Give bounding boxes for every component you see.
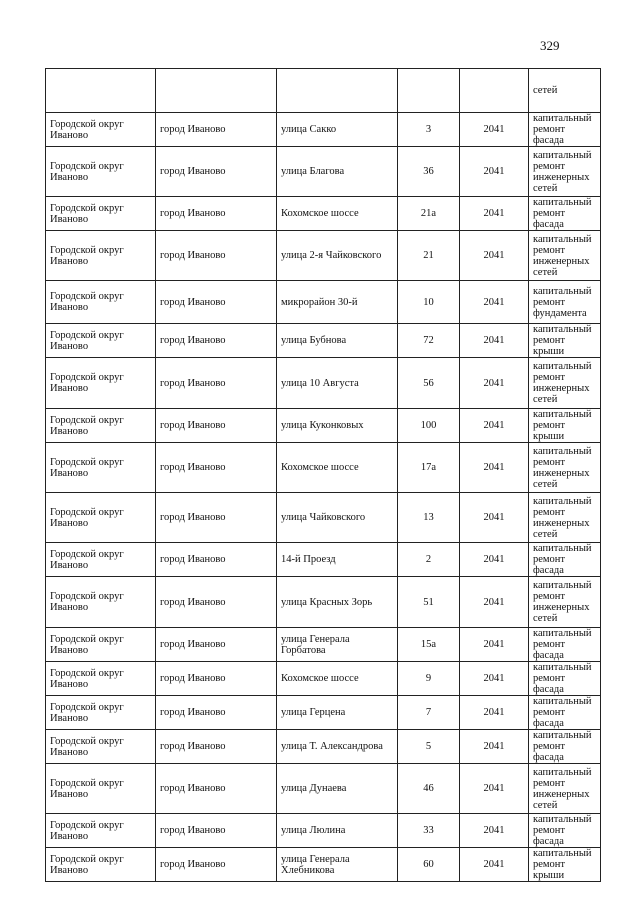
street-cell: улица 10 Августа: [277, 358, 398, 409]
settlement-cell: [156, 69, 277, 113]
house-number-cell: 36: [398, 147, 460, 197]
table-row: [46, 113, 601, 147]
table-row: [46, 662, 601, 696]
settlement-cell: город Иваново: [156, 730, 277, 764]
settlement-cell: город Иваново: [156, 764, 277, 814]
work-type-cell: капитальный ремонт крыши: [529, 409, 601, 443]
street-cell: улица Куконковых: [277, 409, 398, 443]
municipality-cell: Городской округ Иваново: [46, 730, 156, 764]
year-cell: 2041: [460, 662, 529, 696]
municipality-cell: Городской округ Иваново: [46, 324, 156, 358]
work-type-cell: капитальный ремонт инженерных сетей: [529, 577, 601, 628]
table-row: [46, 628, 601, 662]
house-number-cell: 51: [398, 577, 460, 628]
house-number-cell: 15а: [398, 628, 460, 662]
table-row: [46, 358, 601, 409]
street-cell: Кохомское шоссе: [277, 662, 398, 696]
street-cell: улица Герцена: [277, 696, 398, 730]
work-type-cell: сетей: [529, 69, 601, 113]
work-type-cell: капитальный ремонт фасада: [529, 662, 601, 696]
municipality-cell: Городской округ Иваново: [46, 764, 156, 814]
year-cell: 2041: [460, 493, 529, 543]
table-row: [46, 764, 601, 814]
municipality-cell: Городской округ Иваново: [46, 197, 156, 231]
street-cell: улица Благова: [277, 147, 398, 197]
year-cell: 2041: [460, 814, 529, 848]
work-type-cell: капитальный ремонт фасада: [529, 696, 601, 730]
settlement-cell: город Иваново: [156, 543, 277, 577]
municipality-cell: Городской округ Иваново: [46, 443, 156, 493]
street-cell: улица Красных Зорь: [277, 577, 398, 628]
work-type-cell: капитальный ремонт фасада: [529, 543, 601, 577]
work-type-cell: капитальный ремонт инженерных сетей: [529, 443, 601, 493]
street-cell: улица Т. Александрова: [277, 730, 398, 764]
street-cell: улица 2-я Чайковского: [277, 231, 398, 281]
house-number-cell: 10: [398, 281, 460, 324]
street-cell: улица Люлина: [277, 814, 398, 848]
work-type-cell: капитальный ремонт фасада: [529, 197, 601, 231]
work-type-cell: капитальный ремонт инженерных сетей: [529, 493, 601, 543]
work-type-cell: капитальный ремонт крыши: [529, 848, 601, 882]
house-number-cell: 100: [398, 409, 460, 443]
settlement-cell: город Иваново: [156, 231, 277, 281]
table-row: [46, 69, 601, 113]
work-type-cell: капитальный ремонт крыши: [529, 324, 601, 358]
year-cell: 2041: [460, 147, 529, 197]
street-cell: улица Чайковского: [277, 493, 398, 543]
street-cell: Кохомское шоссе: [277, 443, 398, 493]
settlement-cell: город Иваново: [156, 358, 277, 409]
year-cell: 2041: [460, 113, 529, 147]
table-body: [46, 69, 601, 882]
street-cell: 14-й Проезд: [277, 543, 398, 577]
street-cell: [277, 69, 398, 113]
settlement-cell: город Иваново: [156, 197, 277, 231]
work-type-cell: капитальный ремонт инженерных сетей: [529, 358, 601, 409]
settlement-cell: город Иваново: [156, 324, 277, 358]
work-type-cell: капитальный ремонт фундамента: [529, 281, 601, 324]
settlement-cell: город Иваново: [156, 628, 277, 662]
work-type-cell: капитальный ремонт фасада: [529, 113, 601, 147]
table-row: [46, 543, 601, 577]
municipality-cell: [46, 69, 156, 113]
table-row: [46, 493, 601, 543]
year-cell: [460, 69, 529, 113]
work-type-cell: капитальный ремонт инженерных сетей: [529, 231, 601, 281]
house-number-cell: 21а: [398, 197, 460, 231]
year-cell: 2041: [460, 443, 529, 493]
table-row: [46, 577, 601, 628]
municipality-cell: Городской округ Иваново: [46, 696, 156, 730]
table-row: [46, 443, 601, 493]
street-cell: улица Сакко: [277, 113, 398, 147]
year-cell: 2041: [460, 848, 529, 882]
house-number-cell: 3: [398, 113, 460, 147]
table-row: [46, 147, 601, 197]
page-number: 329: [540, 38, 560, 53]
municipality-cell: Городской округ Иваново: [46, 577, 156, 628]
work-type-cell: капитальный ремонт фасада: [529, 730, 601, 764]
table-row: [46, 409, 601, 443]
table-row: [46, 814, 601, 848]
settlement-cell: город Иваново: [156, 696, 277, 730]
year-cell: 2041: [460, 197, 529, 231]
municipality-cell: Городской округ Иваново: [46, 543, 156, 577]
municipality-cell: Городской округ Иваново: [46, 662, 156, 696]
year-cell: 2041: [460, 231, 529, 281]
year-cell: 2041: [460, 730, 529, 764]
table-row: [46, 281, 601, 324]
year-cell: 2041: [460, 764, 529, 814]
settlement-cell: город Иваново: [156, 848, 277, 882]
table-row: [46, 696, 601, 730]
table-row: [46, 197, 601, 231]
street-cell: улица Генерала Горбатова: [277, 628, 398, 662]
year-cell: 2041: [460, 281, 529, 324]
work-type-cell: капитальный ремонт фасада: [529, 814, 601, 848]
year-cell: 2041: [460, 628, 529, 662]
municipality-cell: Городской округ Иваново: [46, 281, 156, 324]
street-cell: улица Генерала Хлебникова: [277, 848, 398, 882]
house-number-cell: 9: [398, 662, 460, 696]
repair-schedule-table: [45, 68, 601, 882]
street-cell: Кохомское шоссе: [277, 197, 398, 231]
year-cell: 2041: [460, 409, 529, 443]
street-cell: улица Бубнова: [277, 324, 398, 358]
settlement-cell: город Иваново: [156, 493, 277, 543]
year-cell: 2041: [460, 543, 529, 577]
municipality-cell: Городской округ Иваново: [46, 409, 156, 443]
year-cell: 2041: [460, 358, 529, 409]
municipality-cell: Городской округ Иваново: [46, 358, 156, 409]
year-cell: 2041: [460, 696, 529, 730]
settlement-cell: город Иваново: [156, 147, 277, 197]
house-number-cell: 46: [398, 764, 460, 814]
table-row: [46, 730, 601, 764]
year-cell: 2041: [460, 324, 529, 358]
work-type-cell: капитальный ремонт инженерных сетей: [529, 764, 601, 814]
house-number-cell: 17а: [398, 443, 460, 493]
street-cell: микрорайон 30-й: [277, 281, 398, 324]
house-number-cell: 21: [398, 231, 460, 281]
house-number-cell: 56: [398, 358, 460, 409]
house-number-cell: 72: [398, 324, 460, 358]
municipality-cell: Городской округ Иваново: [46, 147, 156, 197]
settlement-cell: город Иваново: [156, 443, 277, 493]
house-number-cell: 60: [398, 848, 460, 882]
table-row: [46, 324, 601, 358]
work-type-cell: капитальный ремонт инженерных сетей: [529, 147, 601, 197]
house-number-cell: 2: [398, 543, 460, 577]
municipality-cell: Городской округ Иваново: [46, 848, 156, 882]
work-type-cell: капитальный ремонт фасада: [529, 628, 601, 662]
house-number-cell: 13: [398, 493, 460, 543]
table-row: [46, 231, 601, 281]
settlement-cell: город Иваново: [156, 281, 277, 324]
municipality-cell: Городской округ Иваново: [46, 814, 156, 848]
year-cell: 2041: [460, 577, 529, 628]
street-cell: улица Дунаева: [277, 764, 398, 814]
municipality-cell: Городской округ Иваново: [46, 493, 156, 543]
settlement-cell: город Иваново: [156, 409, 277, 443]
settlement-cell: город Иваново: [156, 577, 277, 628]
settlement-cell: город Иваново: [156, 662, 277, 696]
table-row: [46, 848, 601, 882]
settlement-cell: город Иваново: [156, 113, 277, 147]
municipality-cell: Городской округ Иваново: [46, 231, 156, 281]
municipality-cell: Городской округ Иваново: [46, 113, 156, 147]
house-number-cell: 33: [398, 814, 460, 848]
settlement-cell: город Иваново: [156, 814, 277, 848]
house-number-cell: [398, 69, 460, 113]
house-number-cell: 5: [398, 730, 460, 764]
municipality-cell: Городской округ Иваново: [46, 628, 156, 662]
house-number-cell: 7: [398, 696, 460, 730]
